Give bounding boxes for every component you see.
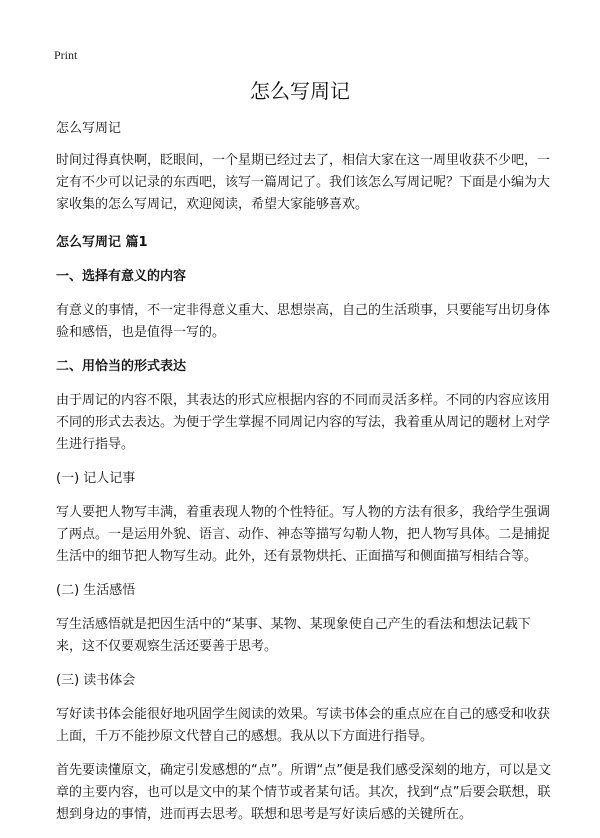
subsection-1-heading: (一) 记人记事 bbox=[56, 471, 136, 486]
subsection-1-paragraph: 写人要把人物写丰满，着重表现人物的个性特征。写人物的方法有很多，我给学生强调了两点。一是运用外貌、语言、动作、神态等描写勾勒人物，把人物写具体。二是捕捉生活中的细节把人物写生动。此外，还有景物烘托、正面描写和侧面描写相结合等。 bbox=[56, 505, 551, 564]
subsection-2-paragraph: 写生活感悟就是把因生活中的“某事、某物、某现象使自己产生的看法和想法记载下来，这不仅要观察生活还要善于思考。 bbox=[56, 617, 531, 654]
part-heading: 怎么写周记 篇1 bbox=[56, 235, 148, 250]
page-title: 怎么写周记 bbox=[250, 79, 350, 103]
subsection-2-heading: (二) 生活感悟 bbox=[56, 583, 136, 598]
section-2-heading: 二、用恰当的形式表达 bbox=[56, 359, 187, 374]
subsection-3-paragraph-2: 首先要读懂原文，确定引发感想的“点”。所谓“点”便是我们感受深刻的地方，可以是文章的主要内容，也可以是文中的某个情节或者某句话。其次，找到“点”后要会联想，联想到身边的事情，进而再去思考。联想和思考是写好读后感的关键所在。 bbox=[56, 763, 551, 822]
document-body bbox=[56, 118, 554, 838]
section-1-heading: 一、选择有意义的内容 bbox=[56, 269, 187, 284]
section-2-paragraph: 由于周记的内容不限，其表达的形式应根据内容的不同而灵活多样。不同的内容应该用不同的形式去表达。为便于学生掌握不同周记内容的写法，我着重从周记的题材上对学生进行指导。 bbox=[56, 393, 551, 452]
document-subtitle: 怎么写周记 bbox=[56, 121, 122, 136]
subsection-3-paragraph-1: 写好读书体会能很好地巩固学生阅读的效果。写读书体会的重点应在自己的感受和收获上面，千万不能抄原文代替自己的感想。我从以下方面进行指导。 bbox=[56, 707, 551, 744]
print-link[interactable]: Print bbox=[54, 48, 78, 62]
section-1-paragraph: 有意义的事情，不一定非得意义重大、思想崇高，自己的生活琐事，只要能写出切身体验和感悟，也是值得一写的。 bbox=[56, 303, 551, 340]
subsection-3-heading: (三) 读书体会 bbox=[56, 673, 136, 688]
intro-paragraph: 时间过得真快啊，眨眼间，一个星期已经过去了，相信大家在这一周里收获不少吧，一定有不少可以记录的东西吧，该写一篇周记了。我们该怎么写周记呢？下面是小编为大家收集的怎么写周记，欢迎阅读，希望大家能够喜欢。 bbox=[56, 153, 551, 212]
